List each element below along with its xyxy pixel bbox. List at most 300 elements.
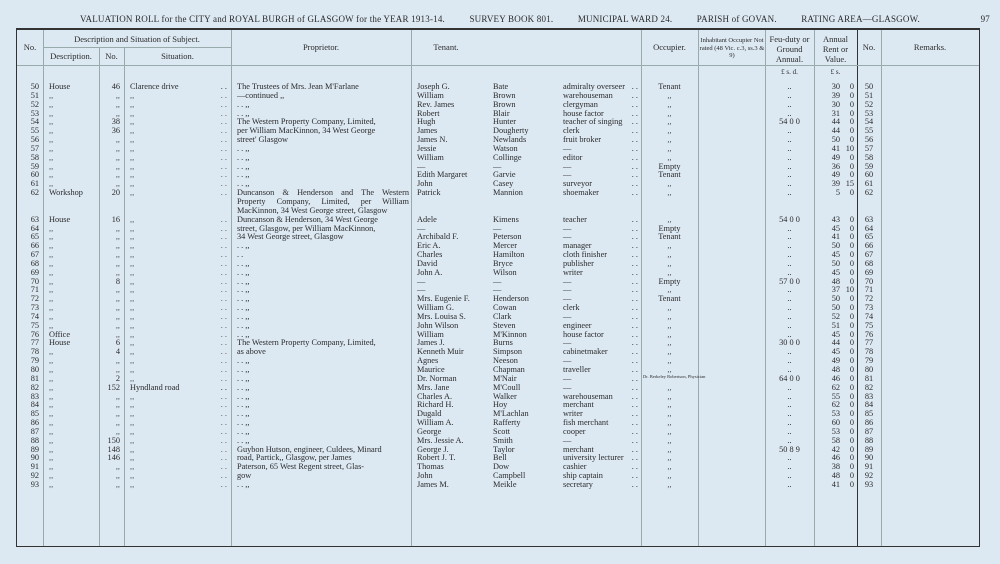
tenant-occupation: — . . [561,145,641,154]
proprietor: . . ,, [237,435,250,445]
rent-pounds: 31 [831,108,840,118]
rent-shillings: 0 [849,471,854,481]
rent-shillings: 0 [849,311,854,321]
roll-title: VALUATION ROLL for the CITY and ROYAL BURGH of GLASGOW for the YEAR 1913-14. [80,14,445,24]
inhabitant-occupier [698,463,765,472]
proprietor: . . ,, [237,99,250,109]
situation: ,, . . [124,339,231,348]
rent-shillings: 10 [845,143,854,153]
rent-shillings: 0 [849,365,854,374]
remarks [881,322,981,331]
description: ,, [49,152,54,162]
row-number: 86 [30,418,39,428]
feu-duty: 54 0 0 [779,117,800,127]
situation: ,, . . [124,454,231,463]
row-number-right: 60 [864,170,874,180]
rent-shillings: 0 [849,479,854,489]
feu-duty: .. [787,285,792,295]
header-rent: Annual Rent or Value. [822,34,849,64]
row-number: 71 [30,285,39,295]
rent-shillings: 0 [849,90,854,100]
tenant-surname: M'Lachlan [493,409,529,419]
remarks [881,260,981,269]
description: ,, [49,241,54,251]
inhabitant-occupier [698,295,765,304]
proprietor: . . ,, [237,400,250,410]
tenant-surname: Rafferty [493,418,521,428]
remarks [881,393,981,402]
street-number: ,, [115,143,120,153]
description: ,, [49,391,54,401]
remarks [881,145,981,154]
street-number: 38 [111,117,120,127]
tenant-surname: Hoy [493,400,508,410]
tenant-occupation: house factor . . [561,331,641,340]
tenant-surname: Mannion [493,188,523,198]
occupier: ,, [667,479,672,489]
feu-duty: .. [787,294,792,304]
row-number-right: 67 [864,250,874,260]
tenant-first-name: Mrs. Jessie A. [417,435,464,445]
tenant-first-name: — [417,161,426,171]
description: House [49,338,71,348]
rent-pounds: 45 [831,250,840,260]
proprietor: . . ,, [237,285,250,295]
proprietor: . . ,, [237,409,250,419]
rent-pounds: 62 [831,382,840,392]
feu-duty: .. [787,356,792,366]
row-number: 62 [30,188,39,198]
occupier: ,, [667,108,672,118]
tenant-occupation: — . . [561,225,641,234]
header-situation: Situation. [161,51,194,61]
header-feu-units: £ s. d. [781,68,798,76]
occupier: ,, [667,241,672,251]
feu-duty: .. [787,223,792,233]
proprietor: street, Glasgow, per William MacKinnon, [237,223,376,233]
occupier: Empty [658,276,681,286]
feu-duty: .. [787,382,792,392]
row-number: 65 [30,232,39,242]
row-number-right: 71 [864,285,874,295]
description: ,, [49,365,54,374]
inhabitant-occupier [698,127,765,136]
tenant-surname: M'Coull [493,382,521,392]
rating-area: RATING AREA—GLASGOW. [801,14,920,24]
tenant-first-name: Jessie [417,143,437,153]
proprietor: . . ,, [237,170,250,180]
tenant-occupation: warehouseman . . [561,393,641,402]
tenant-first-name: Robert [417,108,440,118]
rent-pounds: 44 [831,117,840,127]
header-inhabitant: Inhabitant Occupier Not rated (48 Vic. c.3, ss.3 & 9) [699,37,765,59]
feu-duty: .. [787,232,792,242]
header-tenant: Tenant. [433,42,459,52]
occupier: Tenant [658,232,681,242]
proprietor: . . ,, [237,329,250,339]
rent-pounds: 51 [831,320,840,330]
tenant-surname: Watson [493,143,518,153]
proprietor: . . ,, [237,391,250,401]
rent-shillings: 0 [849,338,854,348]
tenant-occupation: merchant . . [561,446,641,455]
tenant-surname: Bate [493,82,509,91]
row-number: 91 [30,462,39,472]
row-number-right: 62 [864,188,874,198]
inhabitant-occupier [698,366,765,375]
inhabitant-occupier [698,437,765,446]
tenant-first-name: Charles A. [417,391,453,401]
rent-pounds: 41 [831,479,840,489]
feu-duty: .. [787,161,792,171]
rent-shillings: 0 [849,462,854,472]
occupier: ,, [667,471,672,481]
tenant-first-name: William A. [417,418,454,428]
row-number: 88 [30,435,39,445]
row-number: 90 [30,453,39,463]
description: ,, [49,276,54,286]
row-number: 73 [30,303,39,313]
remarks [881,313,981,322]
row-number: 75 [30,320,39,330]
header-no: No. [23,42,37,52]
proprietor: . . ,, [237,479,250,489]
description: ,, [49,409,54,419]
rent-pounds: 36 [831,161,840,171]
situation: ,, . . [124,481,231,490]
description: ,, [49,126,54,136]
description: ,, [49,99,54,109]
occupier: ,, [667,311,672,321]
occupier: ,, [667,400,672,410]
description: ,, [49,108,54,118]
row-number-right: 73 [864,303,874,313]
remarks [881,110,981,119]
row-number-right: 68 [864,258,874,268]
situation: ,, . . [124,357,231,366]
remarks [881,384,981,393]
tenant-occupation: — . . [561,375,641,384]
feu-duty: .. [787,267,792,277]
page-number: 97 [980,14,990,24]
tenant-first-name: Richard H. [417,400,454,410]
tenant-occupation: shoemaker . . [561,189,641,216]
tenant-occupation: engineer . . [561,322,641,331]
feu-duty: .. [787,303,792,313]
tenant-surname: Kimens [493,214,519,224]
rent-pounds: 58 [831,435,840,445]
row-number-right: 84 [864,400,874,410]
occupier: ,, [667,409,672,419]
valuation-table [16,28,980,547]
description: ,, [49,267,54,277]
rent-pounds: 30 [831,99,840,109]
occupier: ,, [667,90,672,100]
situation: ,, . . [124,269,231,278]
tenant-occupation: house factor . . [561,110,641,119]
occupier: ,, [667,143,672,153]
proprietor: . . ,, [237,373,250,383]
occupier: ,, [667,258,672,268]
feu-duty: 50 8 9 [779,444,800,454]
street-number: ,, [115,294,120,304]
row-number-right: 72 [864,294,874,304]
tenant-surname: M'Kinnon [493,329,527,339]
tenant-occupation: publisher . . [561,260,641,269]
inhabitant-occupier [698,339,765,348]
tenant-first-name: William G. [417,303,454,313]
row-number: 50 [30,82,39,91]
situation: ,, . . [124,278,231,287]
tenant-occupation: clerk . . [561,304,641,313]
remarks [881,136,981,145]
table-body [17,83,981,490]
street-number: 8 [115,276,120,286]
feu-duty: .. [787,90,792,100]
occupier: ,, [667,418,672,428]
rent-shillings: 0 [849,170,854,180]
table-row [17,481,981,490]
tenant-first-name: Hugh [417,117,436,127]
row-number-right: 50 [864,82,874,91]
tenant-occupation: — . . [561,286,641,295]
street-number: 2 [115,373,120,383]
table-row [17,189,981,216]
description: Office [49,329,71,339]
occupier: ,, [667,320,672,330]
row-number: 54 [30,117,39,127]
rent-shillings: 0 [849,444,854,454]
proprietor: street' Glasgow [237,135,289,145]
rent-pounds: 46 [831,453,840,463]
tenant-surname: Burns [493,338,513,348]
remarks [881,339,981,348]
tenant-occupation: warehouseman . . [561,92,641,101]
tenant-first-name: George J. [417,444,449,454]
remarks [881,286,981,295]
tenant-first-name: John [417,179,433,189]
row-number-right: 91 [864,462,874,472]
proprietor: . . ,, [237,152,250,162]
tenant-surname: — [493,285,502,295]
header-occupier: Occupier. [653,42,686,52]
rent-shillings: 0 [849,453,854,463]
proprietor: The Western Property Company, Limited, [237,338,376,348]
rent-shillings: 0 [849,409,854,419]
inhabitant-occupier [698,154,765,163]
header-proprietor: Proprietor. [302,42,340,52]
inhabitant-occupier [698,428,765,437]
proprietor: . . ,, [237,426,250,436]
rent-shillings: 0 [849,135,854,145]
tenant-surname: Brown [493,90,516,100]
proprietor: . . ,, [237,320,250,330]
situation: ,, . . [124,313,231,322]
header-feu-duty: Feu-duty or Ground Annual. [769,34,810,64]
row-number: 52 [30,99,39,109]
rent-shillings: 0 [849,426,854,436]
row-number-right: 56 [864,135,874,145]
street-number: ,, [115,356,120,366]
rent-pounds: 49 [831,152,840,162]
rent-shillings: 0 [849,214,854,224]
remarks [881,375,981,384]
row-number: 80 [30,365,39,374]
row-number-right: 75 [864,320,874,330]
street-number: ,, [115,329,120,339]
proprietor: . . ,, [237,365,250,374]
rent-shillings: 0 [849,223,854,233]
tenant-surname: M'Nair [493,373,517,383]
rent-pounds: 45 [831,223,840,233]
inhabitant-occupier [698,286,765,295]
remarks [881,225,981,234]
street-number: ,, [115,161,120,171]
inhabitant-occupier [698,410,765,419]
row-number-right: 52 [864,99,874,109]
street-number: 20 [111,188,120,198]
tenant-surname: Peterson [493,232,522,242]
tenant-first-name: Mrs. Jane [417,382,450,392]
description: ,, [49,311,54,321]
tenant-occupation: manager . . [561,242,641,251]
feu-duty: .. [787,453,792,463]
street-number: ,, [115,418,120,428]
street-number: 6 [115,338,120,348]
rent-pounds: 37 [831,285,840,295]
description: ,, [49,479,54,489]
proprietor: . . ,, [237,356,250,366]
proprietor: . . ,, [237,241,250,251]
proprietor: 34 West George street, Glasgow [237,232,344,242]
tenant-surname: — [493,161,502,171]
inhabitant-occupier [698,92,765,101]
inhabitant-occupier [698,401,765,410]
description: ,, [49,143,54,153]
tenant-first-name: Mrs. Louisa S. [417,311,466,321]
street-number: ,, [115,365,120,374]
remarks [881,304,981,313]
street-number: 148 [107,444,120,454]
situation: ,, . . [124,180,231,189]
tenant-occupation: — . . [561,163,641,172]
street-number: ,, [115,170,120,180]
description: ,, [49,285,54,295]
remarks [881,127,981,136]
tenant-first-name: James J. [417,338,445,348]
feu-duty: .. [787,108,792,118]
page-header [80,14,990,24]
tenant-first-name: — [417,285,426,295]
tenant-surname: Blair [493,108,510,118]
occupier: ,, [667,99,672,109]
remarks [881,180,981,189]
row-number-right: 51 [864,90,874,100]
tenant-first-name: Rev. James [417,99,455,109]
rent-pounds: 5 [835,188,840,198]
row-number: 74 [30,311,39,321]
street-number: ,, [115,462,120,472]
remarks [881,446,981,455]
feu-duty: .. [787,320,792,330]
row-number: 69 [30,267,39,277]
tenant-occupation: cloth finisher . . [561,251,641,260]
feu-duty: .. [787,179,792,189]
row-number-right: 77 [864,338,874,348]
tenant-surname: Hunter [493,117,517,127]
remarks [881,401,981,410]
rent-shillings: 0 [849,250,854,260]
situation: ,, . . [124,101,231,110]
street-number: ,, [115,108,120,118]
tenant-occupation: clerk . . [561,127,641,136]
rent-pounds: 39 [831,179,840,189]
header-remarks: Remarks. [913,42,947,52]
row-number: 83 [30,391,39,401]
street-number: ,, [115,285,120,295]
tenant-occupation: — . . [561,313,641,322]
tenant-surname: Neeson [493,356,518,366]
description: ,, [49,117,54,127]
remarks [881,92,981,101]
remarks [881,189,981,216]
inhabitant-occupier [698,481,765,490]
description: Workshop [49,188,83,198]
row-number: 56 [30,135,39,145]
tenant-surname: Newlands [493,135,527,145]
row-number-right: 81 [864,373,874,383]
inhabitant-occupier [698,83,765,92]
feu-duty: .. [787,426,792,436]
street-number: ,, [115,391,120,401]
situation: ,, . . [124,242,231,251]
tenant-occupation: fruit broker . . [561,136,641,145]
tenant-surname: Dougherty [493,126,529,136]
header-description-group: Description and Situation of Subject. [74,34,200,44]
tenant-first-name: Eric A. [417,241,441,251]
proprietor: . . ,, [237,418,250,428]
remarks [881,163,981,172]
tenant-surname: Taylor [493,444,515,454]
situation: ,, . . [124,295,231,304]
description: ,, [49,453,54,463]
inhabitant-occupier [698,454,765,463]
tenant-surname: — [493,276,502,286]
tenant-occupation: fish merchant . . [561,419,641,428]
proprietor: . . ,, [237,143,250,153]
row-number-right: 90 [864,453,874,463]
rent-pounds: 45 [831,329,840,339]
rent-shillings: 0 [849,188,854,198]
proprietor: . . ,, [237,179,250,189]
rent-pounds: 52 [831,311,840,321]
street-number: ,, [115,179,120,189]
situation: ,, . . [124,92,231,101]
row-number-right: 86 [864,418,874,428]
row-number-right: 79 [864,356,874,366]
situation: ,, . . [124,127,231,136]
street-number: 4 [115,347,120,357]
situation: ,, . . [124,145,231,154]
tenant-occupation: writer . . [561,269,641,278]
description: ,, [49,258,54,268]
row-number-right: 58 [864,152,874,162]
rent-pounds: 45 [831,347,840,357]
tenant-first-name: James M. [417,479,449,489]
situation: ,, . . [124,154,231,163]
row-number: 51 [30,90,39,100]
situation: ,, . . [124,375,231,384]
